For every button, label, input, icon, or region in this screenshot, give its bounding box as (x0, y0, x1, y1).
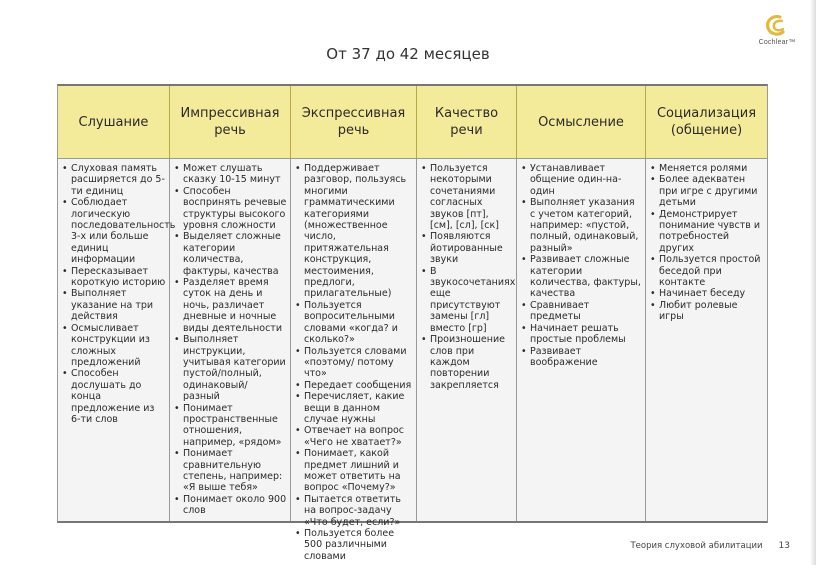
list-item: • Может слушать сказку 10-15 минут (174, 163, 287, 186)
list-item: • Устанавливает общение один-на-один (521, 163, 642, 197)
column-receptive-speech (170, 159, 291, 521)
list-item: • Развивает воображение (521, 346, 642, 369)
cochlear-logo-icon (764, 14, 790, 38)
list-item: • Выполняет указание на три действия (62, 288, 166, 322)
page-number: 13 (778, 541, 790, 551)
footer-title: Теория слуховой абилитации (630, 541, 763, 551)
list-item: • Выполняет указания с учетом категорий, например: «пустой, полный, одинаковый, разный» (521, 197, 642, 254)
list-item: • В звукосочетаниях еще присутствуют замены [гл] вместо [гр] (421, 266, 513, 334)
list-item: • Меняется ролями (650, 163, 764, 174)
list-item: • Начинает решать простые проблемы (521, 323, 642, 346)
column-listening (58, 159, 176, 521)
header-expressive-speech: Экспрессивная речь (291, 86, 417, 158)
list-item: • Пересказывает короткую историю (62, 266, 166, 289)
table-header-row (58, 86, 767, 159)
list-item: • Способен дослушать до конца предложение из 6-ти слов (62, 368, 166, 425)
column-comprehension (517, 159, 646, 521)
list-item: • Выделяет сложные категории количества, фактуры, качества (174, 231, 287, 277)
list-item: • Появляются йотированные звуки (421, 231, 513, 265)
list-item: • Поддерживает разговор, пользуясь многими грамматическими категориями (множественное число, притяжательная конструкция, местоимения, предлоги, прилагательные) (295, 163, 413, 300)
list-item: • Начинает беседу (650, 288, 764, 299)
list-item: • Пользуется некоторыми сочетаниями согласных звуков [пт], [см], [сл], [ск] (421, 163, 513, 231)
list-item: • Перечисляет, какие вещи в данном случае нужны (295, 391, 413, 425)
list-item: • Произношение слов при каждом повторении закрепляется (421, 334, 513, 391)
list-item: • Осмысливает конструкции из сложных предложений (62, 323, 166, 369)
header-speech-quality: Качество речи (417, 86, 517, 158)
list-item: • Разделяет время суток на день и ночь, различает дневные и ночные виды деятельности (174, 277, 287, 334)
list-item: • Понимает пространственные отношения, например, «рядом» (174, 403, 287, 449)
list-item: • Демонстрирует понимание чувств и потребностей других (650, 209, 764, 255)
list-item: • Пытается ответить на вопрос-задачу «Что будет, если?» (295, 494, 413, 528)
list-item: • Пользуется словами «поэтому/ потому что» (295, 346, 413, 380)
header-listening: Слушание (58, 86, 170, 158)
header-socialization: Социализация (общение) (656, 106, 757, 138)
header-receptive-speech: Импрессивная речь (170, 86, 291, 158)
list-item: • Сравнивает предметы (521, 300, 642, 323)
column-speech-quality (417, 159, 517, 521)
page-title: От 37 до 42 месяцев (326, 45, 490, 63)
page-footer (630, 541, 790, 551)
list-item: • Передает сообщения (295, 380, 413, 391)
list-item: • Более адекватен при игре с другими детьми (650, 174, 764, 208)
list-item: • Отвечает на вопрос «Чего не хватает?» (295, 425, 413, 448)
list-item: • Пользуется простой беседой при контакте (650, 254, 764, 288)
list-item: • Соблюдает логическую последовательность 3-х или больше единиц информации (62, 197, 166, 265)
list-item: • Развивает сложные категории количества, фактуры, качества (521, 254, 642, 300)
list-item: • Слуховая память расширяется до 5-ти единиц (62, 163, 166, 197)
list-item: • Способен воспринять речевые структуры высокого уровня сложности (174, 186, 287, 232)
list-item: • Понимает, какой предмет лишний и может ответить на вопрос «Почему?» (295, 448, 413, 494)
list-item: • Понимает сравнительную степень, например: «Я выше тебя» (174, 448, 287, 494)
list-item: • Пользуется вопросительными словами «когда? и сколько?» (295, 300, 413, 346)
header-comprehension: Осмысление (517, 86, 646, 158)
column-expressive-speech (291, 159, 417, 562)
list-item: • Понимает около 900 слов (174, 494, 287, 517)
list-item: • Любит ролевые игры (650, 300, 764, 323)
column-socialization (646, 159, 767, 521)
list-item: • Выполняет инструкции, учитывая категории пустой/полный, одинаковый/ разный (174, 334, 287, 402)
page-edge-shadow (810, 0, 816, 565)
logo-brand-text: Cochlear™ (758, 39, 796, 46)
list-item: • Пользуется более 500 различными словами (295, 528, 413, 562)
